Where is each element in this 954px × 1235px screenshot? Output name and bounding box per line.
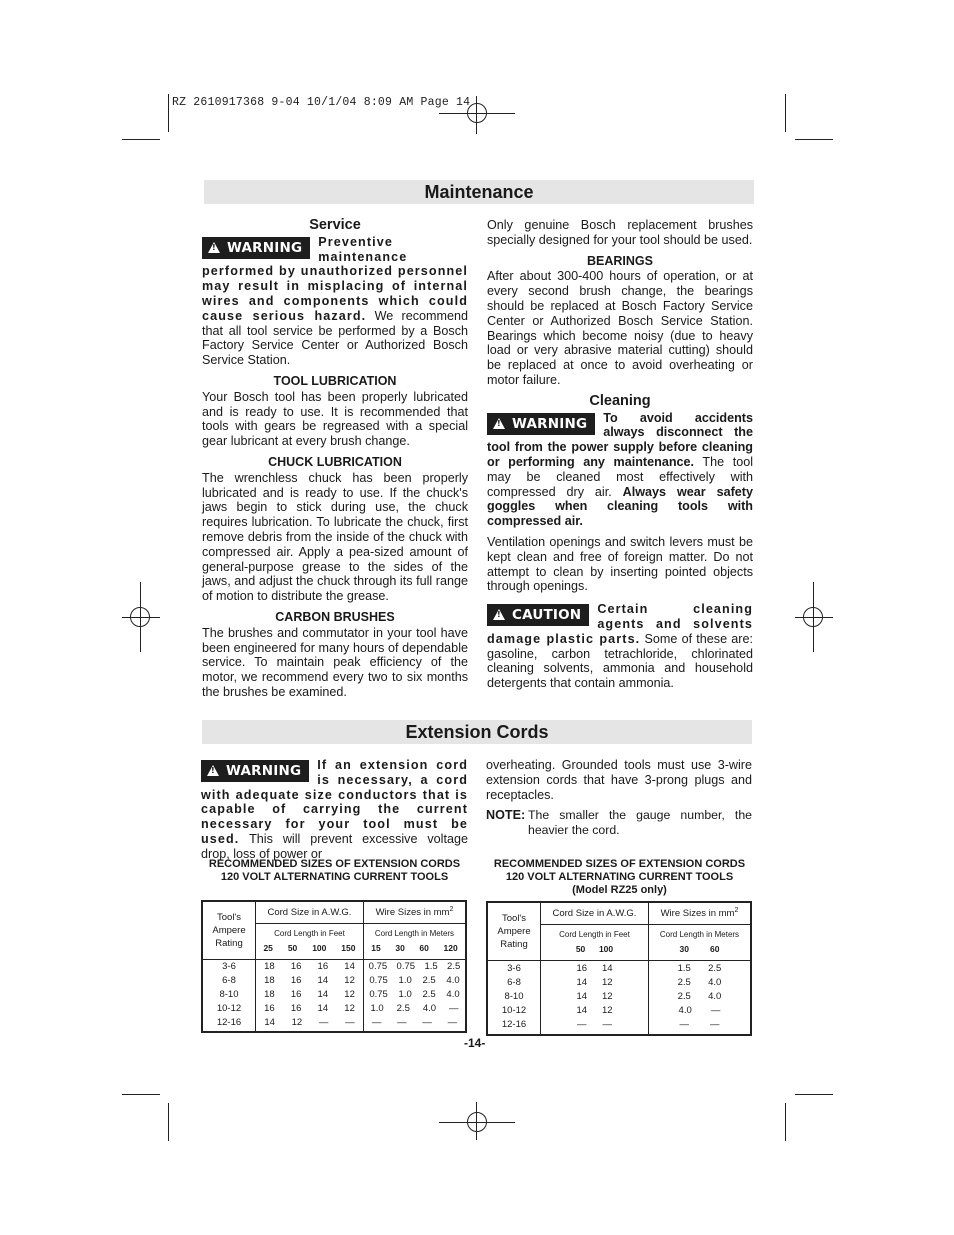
caution-paragraph: !CAUTION Certain cleaning agents and solvents damage plastic parts. Some of these are: gasoline, carbon tetrachloride, chlorinated cleaning solvents, ammonia and household detergents that contain ammonia. [487, 602, 753, 691]
table2-title: RECOMMENDED SIZES OF EXTENSION CORDS 120 VOLT ALTERNATING CURRENT TOOLS (Model RZ25 only) [493, 858, 746, 896]
maintenance-heading: Maintenance [204, 180, 754, 204]
extension-right-column [486, 758, 752, 838]
rating-column: 3-6 6-8 8-10 10-12 12-16 [487, 960, 541, 1035]
chuck-lubrication-text: The wrenchless chuck has been properly lubricated and is ready to use. If the chuck's jaws begin to stick during use, the chuck requires lubrication. To lubricate the chuck, first remove debris from the inside of the chuck with compressed air. Apply a pea-sized amount of general-purpose grease to the sides of the jaws, and adjust the chuck through its full range of motion to distribute the grease. [202, 470, 468, 604]
print-slug: RZ 2610917368 9-04 10/1/04 8:09 AM Page 14 [172, 96, 471, 109]
rating-header: Tool's Ampere Rating [202, 901, 256, 959]
carbon-brushes-text: The brushes and commutator in your tool have been engineered for many hours of dependable service. To maintain peak efficiency of the motor, we recommend every two to six months the brushes be examined. [202, 625, 468, 699]
mm-values: 1.5 2.5 2.5 4.0 2.5 4.0 4.0 — — — [648, 960, 751, 1035]
cleaning-heading: Cleaning [589, 392, 651, 409]
table1-title: RECOMMENDED SIZES OF EXTENSION CORDS 120 VOLT ALTERNATING CURRENT TOOLS [208, 858, 461, 883]
tool-lubrication-heading: TOOL LUBRICATION [273, 373, 397, 388]
warning-triangle-icon [493, 609, 505, 620]
rating-header: Tool's Ampere Rating [487, 902, 541, 960]
mm-values: 0.75 0.75 1.5 2.5 0.75 1.0 2.5 4.0 0.75 1.0 2.5 4.0 1.0 2.5 4.0 — — — — — [363, 959, 466, 1032]
warning-badge: !WARNING [202, 237, 310, 259]
tool-lubrication-text: Your Bosch tool has been properly lubricated and is ready to use. It is recommended that tools with gears be regreased with a special gear lubricant at every brush change. [202, 389, 468, 449]
extension-continued-text: overheating. Grounded tools must use 3-wire extension cords that have 3-prong plugs and receptacles. [486, 758, 752, 802]
extension-left-column [201, 758, 468, 862]
bearings-text: After about 300-400 hours of operation, or at every second brush change, the bearings should be replaced at Bosch Factory Service Center or Authorized Bosch Service Station. Bearings which become noisy (due to heavy load or very abrasive material cutting) should be replaced at once to avoid overheating or motor failure. [487, 269, 753, 387]
warning-triangle-icon [493, 418, 505, 429]
warning-triangle-icon [208, 242, 220, 253]
awg-values: 16 14 14 12 14 12 14 12 — — [541, 960, 649, 1035]
extension-cord-table [201, 900, 467, 1033]
wire-header: Wire Sizes in $mm^2$ [648, 902, 751, 924]
note-text: The smaller the gauge number, the heavier the cord. [528, 808, 752, 838]
meters-subheader: Cord Length in Meters 15 30 60 120 [363, 923, 466, 959]
extension-warning-paragraph: !WARNING If an extension cord is necessary, a cord with adequate size conductors that is capable of carrying the current necessary for your tool must be used. This will prevent excessive voltage drop, loss of power or [201, 758, 468, 862]
page-number: -14- [464, 1036, 486, 1050]
carbon-brushes-heading: CARBON BRUSHES [275, 609, 395, 624]
awg-header: Cord Size in A.W.G. [256, 901, 364, 923]
wire-header: Wire Sizes in $mm^2$ [363, 901, 466, 923]
service-heading: Service [309, 217, 361, 233]
bearings-heading: BEARINGS [587, 253, 653, 268]
note-block [486, 808, 752, 838]
cleaning-paragraph: !WARNING To avoid accidents always disconnect the tool from the power supply before cleaning or performing any maintenance. The tool may be cleaned most effectively with compressed dry air. Always wear safety goggles when cleaning tools with compressed air. [487, 411, 753, 529]
awg-values: 18 16 16 14 18 16 14 12 18 16 14 12 16 16 14 12 14 12 — — [256, 959, 364, 1032]
warning-badge: !WARNING [201, 760, 309, 782]
warning-badge: !WARNING [487, 413, 595, 435]
ventilation-text: Ventilation openings and switch levers must be kept clean and free of foreign matter. Do not attempt to clean by inserting pointed objects through openings. [487, 534, 753, 594]
extension-cord-table-rz25 [486, 901, 752, 1036]
service-paragraph: !WARNING Preventive maintenance performed by unauthorized personnel may result in misplacing of internal wires and components which could cause serious hazard. We recommend that all tool service be performed by a Bosch Factory Service Center or Authorized Bosch Service Station. [202, 235, 468, 368]
feet-subheader: Cord Length in Feet 25 50 100 150 [256, 923, 364, 959]
note-label: NOTE: [486, 808, 526, 823]
maintenance-left-column [202, 218, 468, 700]
maintenance-right-column [487, 218, 753, 691]
meters-subheader: Cord Length in Meters 30 60 [648, 924, 751, 960]
feet-subheader: Cord Length in Feet 50 100 [541, 924, 649, 960]
brushes-continued-text: Only genuine Bosch replacement brushes specially designed for your tool should be used. [487, 218, 753, 247]
caution-badge: !CAUTION [487, 604, 589, 626]
rating-column: 3-6 6-8 8-10 10-12 12-16 [202, 959, 256, 1032]
chuck-lubrication-heading: CHUCK LUBRICATION [268, 454, 402, 469]
warning-triangle-icon [207, 765, 219, 776]
extension-cords-heading: Extension Cords [202, 720, 752, 744]
awg-header: Cord Size in A.W.G. [541, 902, 649, 924]
